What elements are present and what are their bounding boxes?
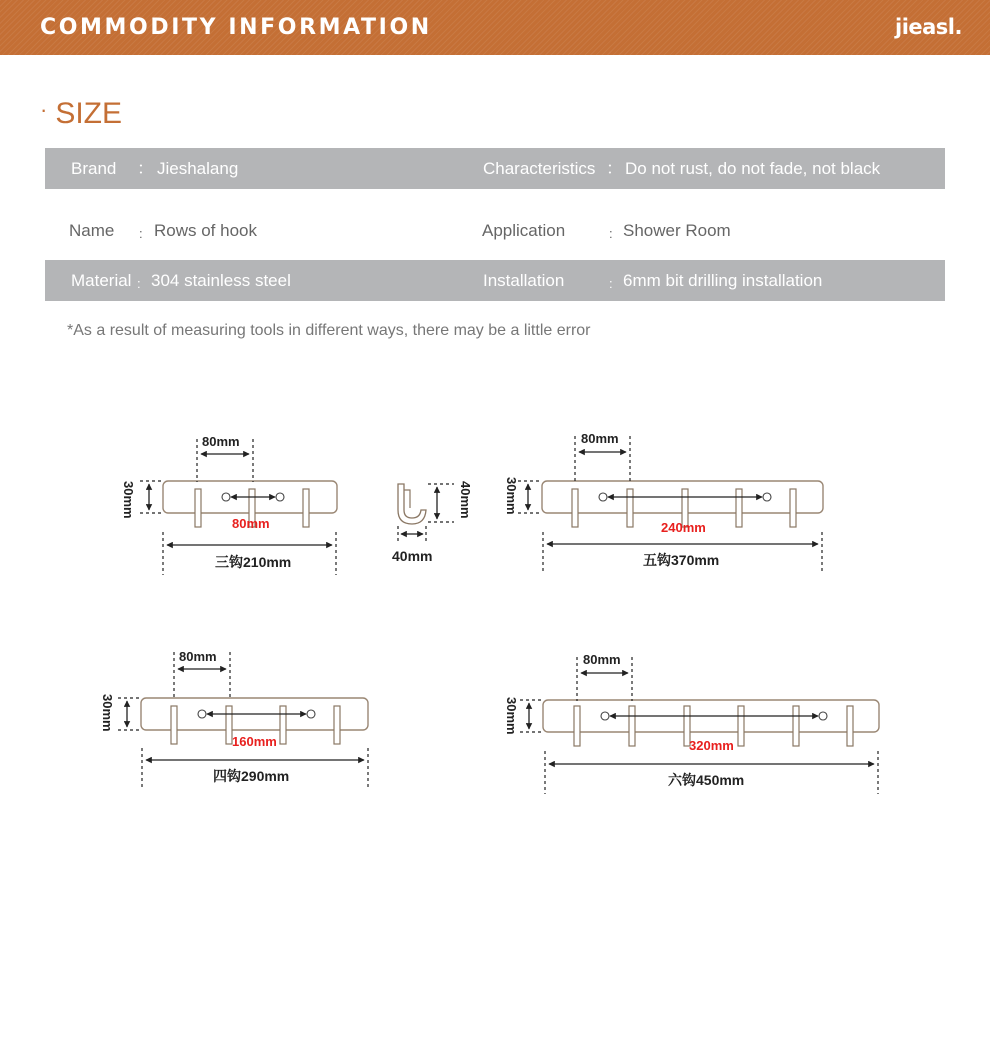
- hook-prong: [334, 706, 340, 744]
- hook-prong: [790, 489, 796, 527]
- application-value: Shower Room: [623, 221, 731, 240]
- characteristics-separator: ：: [606, 159, 623, 178]
- single-hook-drawing: [392, 481, 473, 564]
- total-length-label: 四钩290mm: [213, 768, 290, 784]
- hook-prong: [572, 489, 578, 527]
- single-width-label: 40mm: [392, 548, 433, 564]
- mount-hole: [819, 712, 827, 720]
- hole-distance-label: 320mm: [689, 738, 734, 753]
- application-label: Application: [482, 221, 566, 240]
- material-separator: :: [137, 276, 141, 291]
- spacing-label: 80mm: [202, 434, 240, 449]
- application-separator: :: [609, 226, 613, 241]
- name-value: Rows of hook: [154, 221, 257, 240]
- hook-profile: [398, 484, 426, 524]
- brand-value: Jieshalang: [157, 159, 239, 178]
- height-label: 30mm: [504, 477, 519, 515]
- spacing-label: 80mm: [583, 652, 621, 667]
- spacing-label: 80mm: [581, 431, 619, 446]
- mount-hole: [307, 710, 315, 718]
- four-hook-drawing: [100, 649, 368, 790]
- total-length-label: 六钩450mm: [668, 772, 745, 788]
- three-hook-drawing: [121, 434, 337, 575]
- name-label: Name: [69, 221, 115, 240]
- section-title-text: SIZE: [55, 97, 123, 130]
- measurement-note: *As a result of measuring tools in different ways, there may be a little error: [67, 322, 591, 339]
- hook-prong: [738, 706, 744, 746]
- mount-hole: [599, 493, 607, 501]
- hook-prong: [736, 489, 742, 527]
- five-hook-drawing: [504, 431, 823, 573]
- installation-label: Installation: [483, 271, 565, 290]
- height-label: 30mm: [504, 697, 519, 735]
- material-label: Material: [71, 271, 132, 290]
- hook-prong: [574, 706, 580, 746]
- hole-distance-label: 80mm: [232, 516, 270, 531]
- total-length-label: 三钩210mm: [215, 554, 292, 570]
- hook-prong: [847, 706, 853, 746]
- hook-profile-inner: [404, 490, 410, 508]
- installation-separator: :: [609, 276, 613, 291]
- total-length-label: 五钩370mm: [643, 552, 720, 568]
- brand-separator: ：: [137, 159, 154, 178]
- hook-prong: [195, 489, 201, 527]
- material-value: 304 stainless steel: [151, 271, 291, 290]
- name-separator: :: [139, 226, 143, 241]
- hook-prong: [793, 706, 799, 746]
- hook-prong: [627, 489, 633, 527]
- installation-value: 6mm bit drilling installation: [623, 271, 823, 290]
- mount-hole: [198, 710, 206, 718]
- single-height-label: 40mm: [458, 481, 473, 519]
- mount-hole: [222, 493, 230, 501]
- hole-distance-label: 160mm: [232, 734, 277, 749]
- mount-hole: [763, 493, 771, 501]
- hole-distance-label: 240mm: [661, 520, 706, 535]
- mount-hole: [276, 493, 284, 501]
- hook-prong: [629, 706, 635, 746]
- mount-hole: [601, 712, 609, 720]
- characteristics-label: Characteristics: [483, 159, 596, 178]
- characteristics-value: Do not rust, do not fade, not black: [625, 159, 881, 178]
- hook-prong: [280, 706, 286, 744]
- height-label: 30mm: [100, 694, 115, 732]
- header-title: COMMODITY INFORMATION: [40, 15, 432, 40]
- hook-prong: [303, 489, 309, 527]
- bullet-dot: ·: [40, 97, 48, 122]
- height-label: 30mm: [121, 481, 136, 519]
- brand-logo: jieasl.: [895, 15, 962, 39]
- hook-prong: [171, 706, 177, 744]
- brand-label: Brand: [71, 159, 117, 178]
- six-hook-drawing: [504, 652, 879, 794]
- spacing-label: 80mm: [179, 649, 217, 664]
